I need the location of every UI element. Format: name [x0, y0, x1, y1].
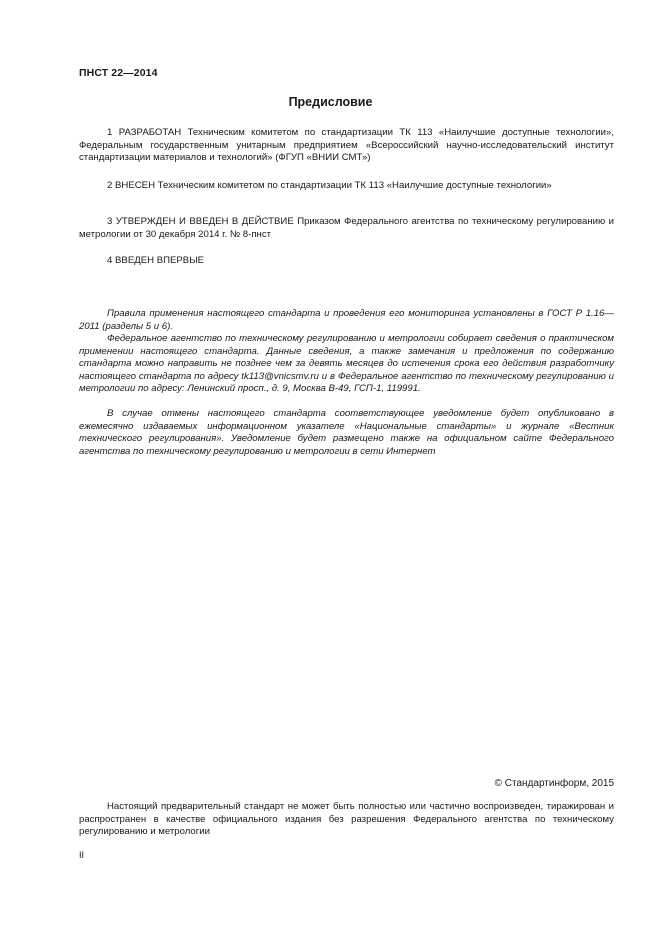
item-text: ВНЕСЕН Техническим комитетом по стандартизации ТК 113 «Наилучшие доступные технологии» — [115, 180, 552, 191]
note-text: Федеральное агентство по техническому регулированию и метрологии собирает сведения о практическом применении настоящего стандарта. Данные сведения, а также замечания и предложения по содержанию стандарта можно направить не позднее чем за девять месяцев до истечения срока его действия разработчику настоящего стандарта по адресу tk113@vnicsmv.ru и в Федеральное агентство по техническому регулированию и метрологии по адресу: Ленинский просп., д. 9, Москва В-49, ГСП-1, 119991. — [79, 333, 614, 395]
note-text: В случае отмены настоящего стандарта соответствующее уведомление будет опубликовано в ежемесячно издаваемых информационном указателе «Национальные стандарты» и журнале «Вестник технического регулирования». Уведомление будет размещено также на официальном сайте Федерального агентства по техническому регулированию и метрологии в сети Интернет — [79, 408, 614, 457]
item-number: 1 — [107, 127, 113, 138]
list-item — [79, 216, 614, 241]
reproduction-notice — [79, 801, 614, 839]
document-code: ПНСТ 22—2014 — [79, 67, 158, 79]
list-item — [79, 180, 614, 193]
item-number: 3 — [107, 216, 113, 227]
item-text: ВВЕДЕН ВПЕРВЫЕ — [115, 255, 205, 266]
note-text: Правила применения настоящего стандарта и проведения его мониторинга установлены в ГОСТ Р 1.16—2011 (разделы 5 и 6). — [79, 308, 614, 332]
list-item — [79, 255, 614, 268]
list-item — [79, 127, 614, 165]
note-paragraph — [79, 333, 614, 396]
item-text: РАЗРАБОТАН Техническим комитетом по стандартизации ТК 113 «Наилучшие доступные технологии», Федеральным государственным унитарным предприятием «Всероссийский научно-исследовательский институт стандартизации материалов и технологий» (ФГУП «ВНИИ СМТ») — [79, 127, 614, 164]
copyright: © Стандартинформ, 2015 — [494, 778, 614, 789]
item-number: 2 — [107, 180, 113, 191]
item-text: УТВЕРЖДЕН И ВВЕДЕН В ДЕЙСТВИЕ Приказом Федерального агентства по техническому регулированию и метрологии от 30 декабря 2014 г. № 8-пнст — [79, 216, 614, 240]
page-title: Предисловие — [288, 95, 373, 109]
item-number: 4 — [107, 255, 113, 266]
note-paragraph — [79, 408, 614, 458]
notice-text: Настоящий предварительный стандарт не может быть полностью или частично воспроизведен, тиражирован и распространен в качестве официального издания без разрешения Федерального агентства по техническому регулированию и метрологии — [79, 801, 614, 838]
note-paragraph — [79, 308, 614, 333]
page-number: II — [79, 850, 85, 860]
